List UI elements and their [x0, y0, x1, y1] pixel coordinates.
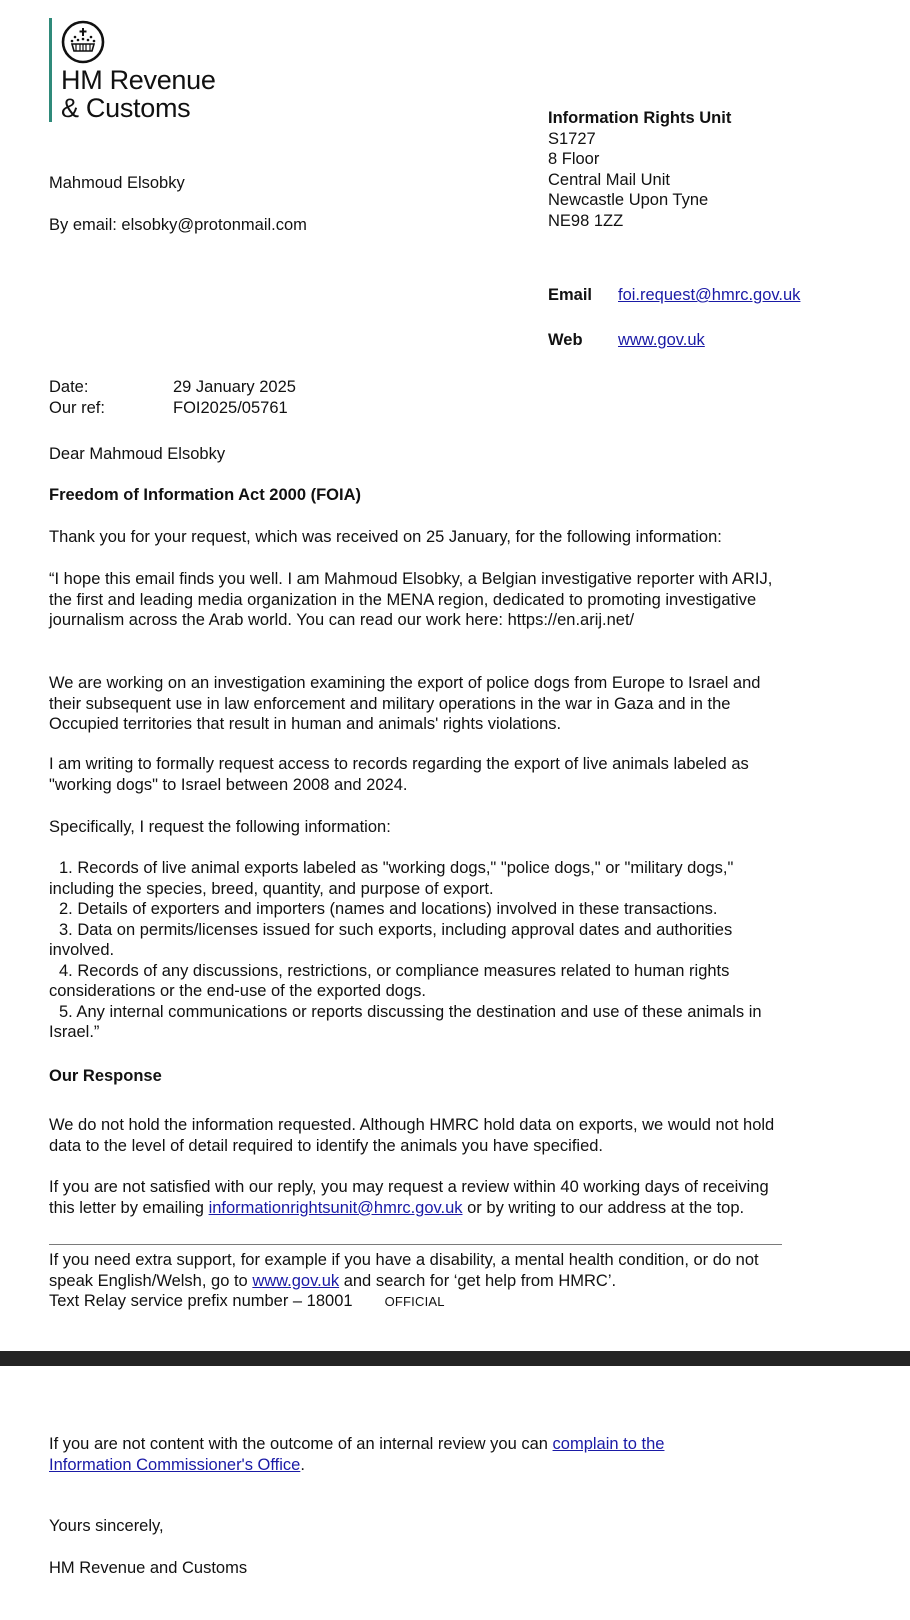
gov-uk-support-link[interactable]: www.gov.uk — [252, 1271, 340, 1290]
contact-email-row — [548, 286, 800, 305]
web-label: Web — [548, 331, 583, 349]
address-line: NE98 1ZZ — [548, 211, 624, 230]
list-item: 3. Data on permits/licenses issued for such exports, including approval dates and authorities involved. — [49, 920, 733, 959]
address-line: Central Mail Unit — [548, 170, 670, 189]
logo-line-2: & Customs — [61, 93, 191, 123]
address-line: 8 Floor — [548, 150, 600, 168]
signature: HM Revenue and Customs — [49, 1559, 248, 1577]
text-relay-number: Text Relay service prefix number – 18001 — [49, 1292, 353, 1310]
logo-line-1: HM Revenue — [61, 65, 216, 95]
support-paragraph: If you need extra support, for example if you have a disability, a mental health condition, or do not speak English/Welsh, go to www.gov.uk and search for ‘get help from HMRC’. — [49, 1251, 759, 1290]
ico-paragraph: If you are not content with the outcome of an internal review you can complain to the Information Commissioner's Office. — [49, 1435, 665, 1474]
logo-accent-bar — [49, 18, 52, 122]
request-paragraph-1: “I hope this email finds you well. I am Mahmoud Elsobky, a Belgian investigative reporter with ARIJ, the first and leading media organization in the MENA region, dedicated to promoting investigative journalism across the Arab world. You can read our work here: https://en.arij.net/ — [49, 570, 773, 629]
closing: Yours sincerely, — [49, 1517, 164, 1535]
classification-label: OFFICIAL — [384, 1294, 445, 1309]
text-relay-row — [49, 1291, 789, 1313]
address-line: S1727 — [548, 129, 596, 148]
contact-web-row — [548, 331, 705, 350]
intro-paragraph: Thank you for your request, which was received on 25 January, for the following information: — [49, 528, 722, 546]
response-paragraph-2: If you are not satisfied with our reply, you may request a review within 40 working days of receiving this letter by emailing informationrightsunit@hmrc.gov.uk or by writing to our address at the top. — [49, 1178, 769, 1217]
request-paragraph-2: We are working on an investigation examining the export of police dogs from Europe to Israel and their subsequent use in law enforcement and military operations in the war in Gaza and in the Occupied territories that result in human and animals' rights violations. — [49, 674, 761, 733]
information-rights-email-link[interactable]: informationrightsunit@hmrc.gov.uk — [208, 1198, 463, 1217]
request-paragraph-3: I am writing to formally request access to records regarding the export of live animals labeled as "working dogs" to Israel between 2008 and 2024. — [49, 755, 749, 794]
ico-complaint-link[interactable]: complain to the Information Commissioner's Office — [49, 1435, 665, 1474]
crown-crest-icon — [61, 20, 105, 64]
response-paragraph-1: We do not hold the information requested. Although HMRC hold data on exports, we would not hold data to the level of detail required to identify the animals you have specified. — [49, 1116, 775, 1155]
recipient-email: By email: elsobky@protonmail.com — [49, 216, 307, 234]
response-heading: Our Response — [49, 1067, 162, 1085]
letter-heading: Freedom of Information Act 2000 (FOIA) — [49, 486, 362, 504]
ref-row — [49, 398, 789, 419]
list-item: 2. Details of exporters and importers (names and locations) involved in these transactions. — [59, 900, 718, 918]
sender-unit: Information Rights Unit — [548, 109, 732, 127]
date-row — [49, 377, 789, 398]
hmrc-logo-text — [61, 66, 216, 122]
ref-value: FOI2025/05761 — [173, 399, 288, 417]
address-line: Newcastle Upon Tyne — [548, 191, 709, 209]
salutation: Dear Mahmoud Elsobky — [49, 445, 226, 463]
footer-divider — [49, 1244, 782, 1245]
request-paragraph-4: Specifically, I request the following information: — [49, 818, 391, 836]
recipient-name: Mahmoud Elsobky — [49, 174, 185, 192]
list-item: 1. Records of live animal exports labeled as "working dogs," "police dogs," or "military dogs," including the species, breed, quantity, and purpose of export. — [49, 859, 734, 898]
date-label: Date: — [49, 378, 89, 396]
request-list — [49, 858, 794, 1043]
list-item: 4. Records of any discussions, restrictions, or compliance measures related to human rights considerations or the end-use of the exported dogs. — [49, 961, 730, 1000]
list-item: 5. Any internal communications or reports discussing the destination and use of these animals in Israel.” — [49, 1002, 762, 1041]
gov-uk-link[interactable]: www.gov.uk — [618, 331, 705, 349]
ref-label: Our ref: — [49, 399, 105, 417]
date-value: 29 January 2025 — [173, 378, 296, 396]
sender-address — [548, 108, 731, 231]
email-label: Email — [548, 286, 593, 304]
foi-email-link[interactable]: foi.request@hmrc.gov.uk — [618, 286, 801, 304]
page-break-band — [0, 1351, 910, 1366]
